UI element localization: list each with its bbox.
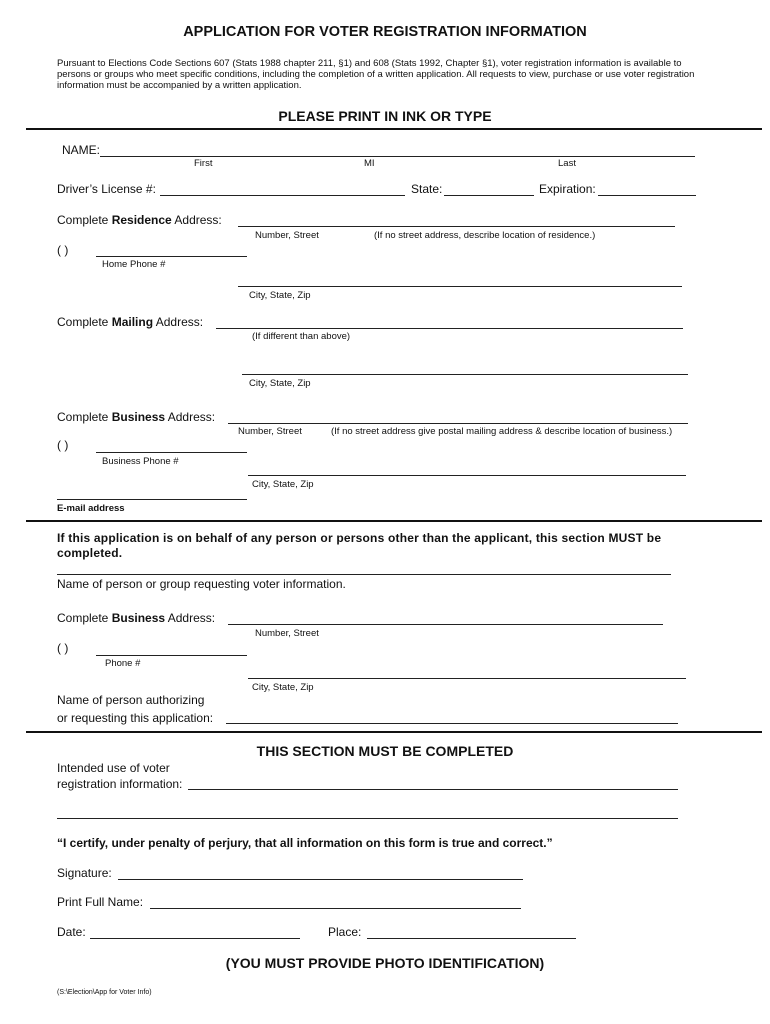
section-divider — [26, 128, 762, 130]
mailing-address-label: Complete Mailing Address: — [57, 315, 204, 329]
third-party-instruction: If this application is on behalf of any person or persons other than the applicant, this section MUST be completed. — [57, 531, 662, 560]
section-divider — [26, 520, 762, 522]
date-label: Date: — [57, 925, 86, 939]
business-address-label: Complete Business Address: — [57, 410, 216, 424]
name-field[interactable] — [100, 156, 695, 157]
place-label: Place: — [328, 925, 362, 939]
intended-use-label-line2: registration information: — [57, 777, 183, 791]
state-field[interactable] — [444, 195, 534, 196]
business-phone-field[interactable] — [96, 452, 247, 453]
signature-field[interactable] — [118, 879, 523, 880]
requester-phone-field[interactable] — [96, 655, 247, 656]
business-phone-hint: Business Phone # — [102, 456, 179, 467]
mailing-note: (If different than above) — [252, 331, 351, 342]
residence-city-hint: City, State, Zip — [249, 290, 311, 301]
expiration-field[interactable] — [598, 195, 696, 196]
intro-paragraph: Pursuant to Elections Code Sections 607 (Stats 1988 chapter 211, §1) and 608 (Stats 1992, Chapter §1), voter registration information is available to persons or groups who meet specific conditions, including the completion of a written application. All requests to view, purchase or use voter registration information must be accompanied by a written application. — [57, 58, 695, 91]
requester-name-hint: Name of person or group requesting voter information. — [57, 577, 346, 591]
intended-use-label-line1: Intended use of voter — [57, 761, 170, 775]
residence-street-hint: Number, Street — [255, 230, 319, 241]
business-phone-area-code: ( ) — [57, 438, 69, 452]
signature-label: Signature: — [57, 866, 112, 880]
requester-phone-hint: Phone # — [105, 658, 141, 669]
requester-street-hint: Number, Street — [255, 628, 319, 639]
mailing-city-hint: City, State, Zip — [249, 378, 311, 389]
business-street-note: (If no street address give postal mailing address & describe location of business.) — [331, 426, 673, 437]
middle-initial-hint: MI — [364, 158, 375, 169]
file-path-footer: (S:\Election\App for Voter Info) — [57, 989, 152, 996]
requester-name-field[interactable] — [57, 574, 671, 575]
business-city-hint: City, State, Zip — [252, 479, 314, 490]
residence-address-label: Complete Residence Address: — [57, 213, 222, 227]
place-field[interactable] — [367, 938, 576, 939]
license-field[interactable] — [160, 195, 405, 196]
email-hint: E-mail address — [57, 503, 125, 514]
requester-city-hint: City, State, Zip — [252, 682, 314, 693]
residence-city-field[interactable] — [238, 286, 682, 287]
authorizing-label-line2: or requesting this application: — [57, 711, 214, 725]
required-section-heading: THIS SECTION MUST BE COMPLETED — [256, 743, 514, 759]
residence-street-note: (If no street address, describe location of residence.) — [374, 230, 596, 241]
first-name-hint: First — [194, 158, 213, 169]
certification-statement: “I certify, under penalty of perjury, that all information on this form is true and correct.” — [57, 836, 553, 850]
authorizing-name-field[interactable] — [226, 723, 678, 724]
requester-business-address-label: Complete Business Address: — [57, 611, 216, 625]
home-phone-hint: Home Phone # — [102, 259, 166, 270]
date-field[interactable] — [90, 938, 300, 939]
print-name-field[interactable] — [150, 908, 521, 909]
requester-street-field[interactable] — [228, 624, 663, 625]
mailing-street-field[interactable] — [216, 328, 683, 329]
name-label: NAME: — [62, 143, 101, 157]
business-street-hint: Number, Street — [238, 426, 302, 437]
print-name-label: Print Full Name: — [57, 895, 144, 909]
license-label: Driver’s License #: — [57, 182, 156, 196]
expiration-label: Expiration: — [539, 182, 596, 196]
section-divider — [26, 731, 762, 733]
home-phone-field[interactable] — [96, 256, 247, 257]
intended-use-field-continued[interactable] — [57, 818, 678, 819]
state-label: State: — [411, 182, 443, 196]
print-instruction: PLEASE PRINT IN INK OR TYPE — [278, 108, 492, 124]
authorizing-label-line1: Name of person authorizing — [57, 693, 205, 707]
home-phone-area-code: ( ) — [57, 243, 69, 257]
last-name-hint: Last — [558, 158, 576, 169]
form-title: APPLICATION FOR VOTER REGISTRATION INFORMATION — [183, 24, 587, 40]
mailing-city-field[interactable] — [242, 374, 688, 375]
requester-phone-area-code: ( ) — [57, 641, 69, 655]
intended-use-field[interactable] — [188, 789, 678, 790]
email-field[interactable] — [57, 499, 247, 500]
requester-city-field[interactable] — [248, 678, 686, 679]
business-street-field[interactable] — [228, 423, 688, 424]
business-city-field[interactable] — [248, 475, 686, 476]
photo-id-notice: (YOU MUST PROVIDE PHOTO IDENTIFICATION) — [225, 955, 545, 971]
residence-street-field[interactable] — [238, 226, 675, 227]
